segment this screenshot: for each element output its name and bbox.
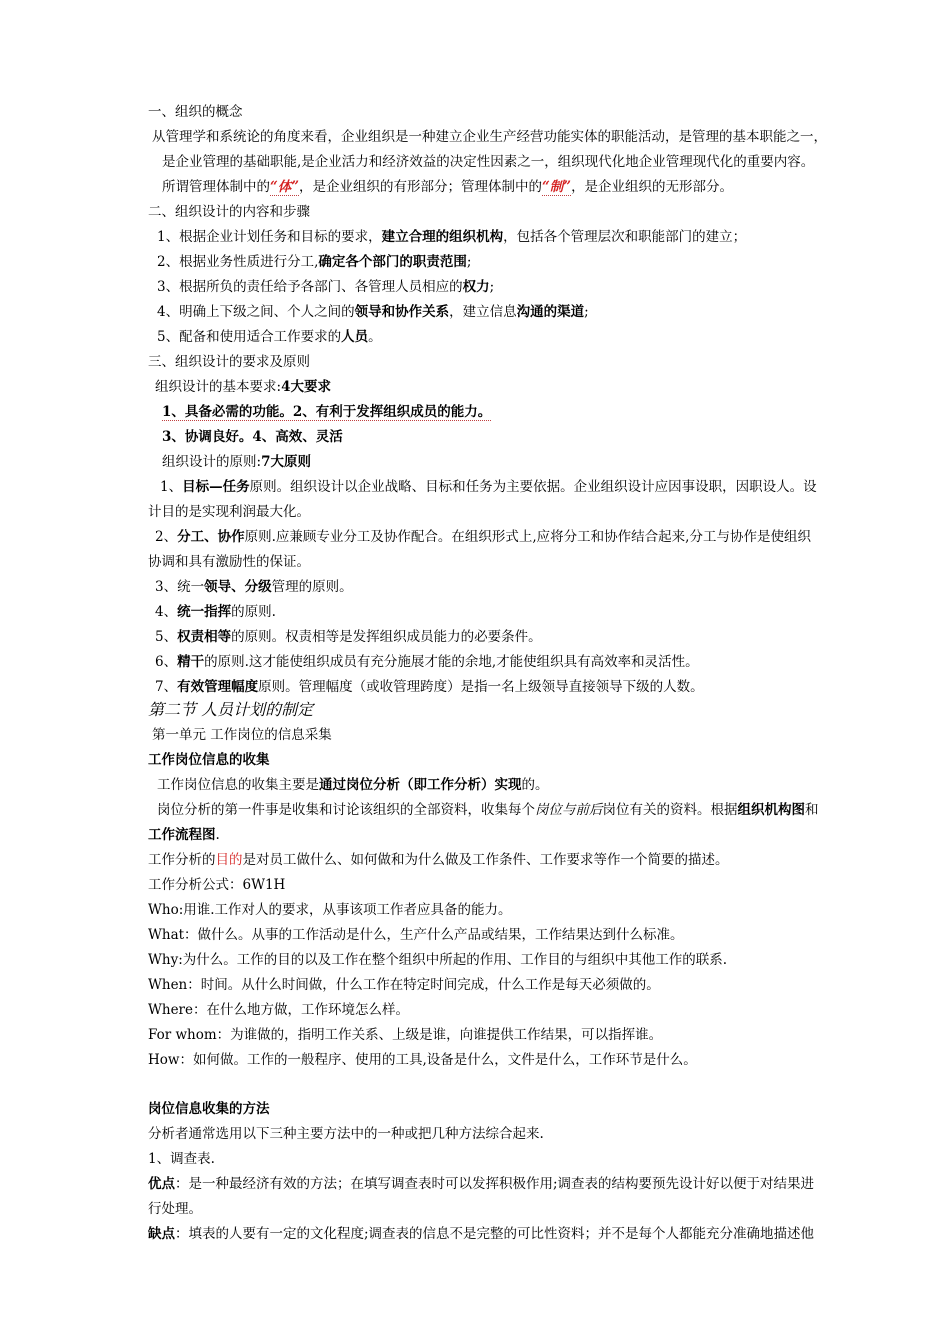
bold-text: 人员: [341, 329, 369, 345]
w-item: For whom：为谁做的，指明工作关系、上级是谁，向谁提供工作结果，可以指挥谁。: [148, 1027, 663, 1043]
italic-text: 岗位与前后: [535, 802, 603, 818]
w-item: Why:为什么。工作的目的以及工作在整个组织中所起的作用、工作目的与组织中其他工作的联系.: [148, 952, 728, 968]
text: ;: [489, 279, 495, 295]
principle-item-cont: 协调和具有激励性的保证。: [148, 554, 310, 570]
text: 6、: [155, 654, 178, 670]
text: 的原则。权责相等是发挥组织成员能力的必要条件。: [231, 629, 542, 645]
text: 4、: [155, 604, 178, 620]
w-item: What：做什么。从事的工作活动是什么，生产什么产品或结果，工作结果达到什么标准。: [148, 927, 684, 943]
text: 原则。管理幅度（或收管理跨度）是指一名上级领导直接领导下级的人数。: [258, 679, 704, 695]
principle-item: [160, 477, 817, 497]
text: 工作岗位信息的收集主要是: [157, 777, 319, 793]
highlighted-term: “体”: [270, 179, 300, 195]
text: 岗位有关的资料。根据: [602, 802, 738, 818]
principle-item: [155, 527, 811, 547]
w-item: Who:用谁.工作对人的要求，从事该项工作者应具备的能力。: [148, 902, 512, 918]
text: 。: [368, 329, 382, 345]
list-item: [157, 327, 382, 347]
text: 3、根据所负的责任给予各部门、各管理人员相应的: [157, 279, 463, 295]
text: 岗位分析的第一件事是收集和讨论该组织的全部资料，收集每个: [157, 802, 535, 818]
bold-text: 权责相等: [177, 629, 232, 645]
principle-item: [155, 627, 542, 647]
bold-text: 1、具备必需的功能。2、有利于发挥组织成员的能力。: [162, 404, 492, 420]
paragraph: 分析者通常选用以下三种主要方法中的一种或把几种方法综合起来.: [148, 1126, 544, 1142]
principle-item: [155, 602, 276, 622]
text: ，包括各个管理层次和职能部门的建立；: [503, 229, 747, 245]
text: 5、: [155, 629, 178, 645]
paragraph: [155, 377, 331, 397]
text: ：填表的人要有一定的文化程度;调查表的信息不是完整的可比性资料；并不是每个人都能充分准确地描述他: [175, 1226, 815, 1242]
principle-item: [155, 677, 704, 697]
text: 7、: [155, 679, 178, 695]
paragraph: [148, 850, 729, 870]
text: 5、配备和使用适合工作要求的: [157, 329, 342, 345]
bold-text: 统一指挥: [177, 604, 232, 620]
paragraph: [162, 177, 733, 197]
text: 工作分析的: [148, 852, 216, 868]
bold-text: 领导和协作关系: [354, 304, 450, 320]
text: 是对员工做什么、如何做和为什么做及工作条件、工作要求等作一个简要的描述。: [242, 852, 729, 868]
bold-text: 缺点: [148, 1226, 175, 1242]
w-item: When：时间。从什么时间做，什么工作在特定时间完成，什么工作是每天必须做的。: [148, 977, 660, 993]
paragraph: 从管理学和系统论的角度来看，企业组织是一种建立企业生产经营功能实体的职能活动，是管理的基本职能之一，: [152, 129, 827, 145]
section-1-title: 一、组织的概念: [148, 104, 243, 120]
list-item: [157, 252, 471, 272]
bold-text: 沟通的渠道: [516, 304, 585, 320]
requirements-line: 3、协调良好。4、高效、灵活: [162, 429, 343, 445]
bold-text: 建立合理的组织机构: [381, 229, 504, 245]
text: 2、: [155, 529, 178, 545]
text: ;: [584, 304, 589, 320]
bold-text: 通过岗位分析（即工作分析）实现: [319, 777, 522, 793]
unit-heading: 第一单元 工作岗位的信息采集: [152, 727, 332, 743]
bold-text: 精干: [177, 654, 205, 670]
bold-text: 7大原则: [261, 454, 311, 470]
paragraph: [157, 775, 549, 795]
bold-text: 分工、协作: [177, 529, 245, 545]
bold-text: 确定各个部门的职责范围: [318, 254, 467, 270]
bold-text: 目标—任务: [182, 479, 250, 495]
paragraph: [148, 1224, 814, 1244]
highlighted-term: “制”: [542, 179, 572, 195]
paragraph-cont: 行处理。: [148, 1201, 202, 1217]
bold-text: 工作流程图: [148, 827, 216, 843]
list-item: 1、调查表.: [148, 1151, 215, 1167]
section-heading: 第二节 人员计划的制定: [148, 700, 314, 719]
text: 管理的原则。: [271, 579, 353, 595]
paragraph: [148, 825, 220, 845]
section-3-title: 三、组织设计的要求及原则: [148, 354, 310, 370]
bold-text: 优点: [148, 1176, 175, 1192]
text: ，是企业组织的无形部分。: [571, 179, 734, 195]
red-text: 目的: [215, 852, 243, 868]
text: 组织设计的基本要求:: [155, 379, 282, 395]
text: ，是企业组织的有形部分；管理体制中的: [299, 179, 543, 195]
section-2-title: 二、组织设计的内容和步骤: [148, 204, 310, 220]
text: 所谓管理体制中的: [162, 179, 270, 195]
text: 的原则.这才能使组织成员有充分施展才能的余地,才能使组织具有高效率和灵活性。: [204, 654, 699, 670]
list-item: [157, 227, 746, 247]
paragraph: 是企业管理的基础职能,是企业活力和经济效益的决定性因素之一，组织现代化地企业管理现代化的重要内容。: [162, 154, 815, 170]
paragraph: [162, 452, 311, 472]
bold-text: 组织机构图: [737, 802, 805, 818]
subheading: 岗位信息收集的方法: [148, 1101, 270, 1117]
bold-text: 领导、分级: [204, 579, 272, 595]
text: 2、根据业务性质进行分工,: [157, 254, 319, 270]
text: ，建立信息: [449, 304, 517, 320]
principle-item: [155, 652, 699, 672]
bold-text: 4大要求: [281, 379, 331, 395]
text: 原则.应兼顾专业分工及协作配合。在组织形式上,应将分工和协作结合起来,分工与协作是使组织: [244, 529, 811, 545]
text: 原则。组织设计以企业战略、目标和任务为主要依据。企业组织设计应因事设职，因职设人。设: [249, 479, 817, 495]
text: 3、统一: [155, 579, 205, 595]
list-item: [157, 302, 589, 322]
principle-item: [155, 577, 353, 597]
w-item: Where：在什么地方做，工作环境怎么样。: [148, 1002, 410, 1018]
text: .: [215, 827, 220, 843]
text: 的原则.: [231, 604, 276, 620]
text: 1、根据企业计划任务和目标的要求，: [157, 229, 382, 245]
bold-text: 权力: [462, 279, 490, 295]
w-item: How：如何做。工作的一般程序、使用的工具,设备是什么，文件是什么，工作环节是什么。: [148, 1052, 697, 1068]
principle-item-cont: 计目的是实现利润最大化。: [148, 504, 310, 520]
requirements-line: [162, 402, 491, 422]
paragraph: [148, 1174, 814, 1194]
formula-line: 工作分析公式：6W1H: [148, 877, 286, 893]
text: ：是一种最经济有效的方法；在填写调查表时可以发挥积极作用;调查表的结构要预先设计好以便于对结果进: [175, 1176, 815, 1192]
subheading: 工作岗位信息的收集: [148, 752, 270, 768]
text: ;: [466, 254, 472, 270]
paragraph: [157, 800, 819, 820]
text: 4、明确上下级之间、个人之间的: [157, 304, 355, 320]
list-item: [157, 277, 494, 297]
text: 组织设计的原则:: [162, 454, 262, 470]
bold-text: 有效管理幅度: [177, 679, 259, 695]
text: 和: [805, 802, 819, 818]
text: 的。: [521, 777, 549, 793]
text: 1、: [160, 479, 183, 495]
